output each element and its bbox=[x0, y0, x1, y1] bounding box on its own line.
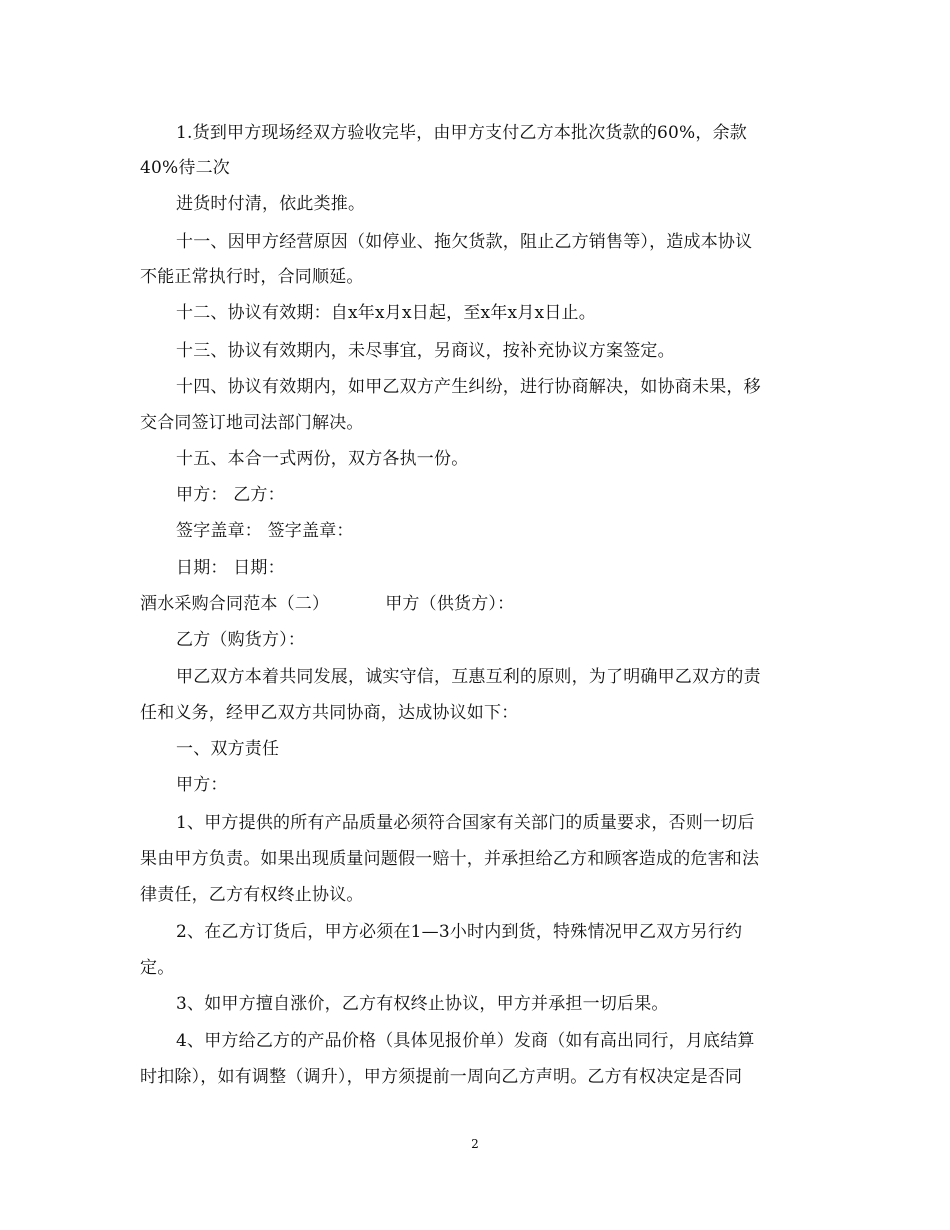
text-line: 不能正常执行时，合同顺延。 bbox=[140, 267, 364, 287]
text-line: 交合同签订地司法部门解决。 bbox=[140, 413, 364, 433]
text-line: 果由甲方负责。如果出现质量问题假一赔十，并承担给乙方和顾客造成的危害和法 bbox=[140, 849, 760, 869]
text-line: 任和义务，经甲乙双方共同协商，达成协议如下： bbox=[140, 703, 519, 723]
text-line: 十二、协议有效期：自x年x月x日起，至x年x月x日止。 bbox=[176, 303, 596, 323]
text-line: 定。 bbox=[140, 958, 175, 978]
text-line: 十三、协议有效期内，未尽事宜，另商议，按补充协议方案签定。 bbox=[176, 341, 675, 361]
text-line: 日期： 日期： bbox=[176, 558, 285, 578]
text-line: 十一、因甲方经营原因（如停业、拖欠货款，阻止乙方销售等），造成本协议 bbox=[176, 232, 753, 252]
text-line: 2、在乙方订货后，甲方必须在1—3小时内到货，特殊情况甲乙双方另行约 bbox=[176, 922, 743, 942]
text-line: 甲乙双方本着共同发展，诚实守信，互惠互利的原则，为了明确甲乙双方的责 bbox=[176, 667, 761, 687]
text-line: 律责任，乙方有权终止协议。 bbox=[140, 885, 364, 905]
text-line: 十五、本合一式两份，双方各执一份。 bbox=[176, 449, 469, 469]
text-line: 乙方（购货方）： bbox=[176, 630, 306, 650]
text-line: 3、如甲方擅自涨价，乙方有权终止协议，甲方并承担一切后果。 bbox=[176, 994, 669, 1014]
text-line: 甲方： bbox=[176, 775, 228, 795]
text-line: 1、甲方提供的所有产品质量必须符合国家有关部门的质量要求，否则一切后 bbox=[176, 813, 755, 833]
text-line: 40%待二次 bbox=[140, 158, 230, 178]
text-line: 十四、协议有效期内，如甲乙双方产生纠纷，进行协商解决，如协商未果，移 bbox=[176, 377, 761, 397]
text-line: 签字盖章： 签字盖章： bbox=[176, 521, 354, 541]
text-line: 进货时付清，依此类推。 bbox=[176, 194, 366, 214]
page-number: 2 bbox=[471, 1137, 479, 1151]
text-line: 一、双方责任 bbox=[176, 739, 280, 759]
text-line: 甲方： 乙方： bbox=[176, 485, 285, 505]
section-heading: 酒水采购合同范本（二） 甲方（供货方）： bbox=[140, 594, 515, 614]
text-line: 时扣除），如有调整（调升），甲方须提前一周向乙方声明。乙方有权决定是否同 bbox=[140, 1067, 743, 1087]
text-line: 1.货到甲方现场经双方验收完毕，由甲方支付乙方本批次货款的60%，余款 bbox=[176, 123, 748, 143]
text-line: 4、甲方给乙方的产品价格（具体见报价单）发商（如有高出同行，月底结算 bbox=[176, 1031, 755, 1051]
